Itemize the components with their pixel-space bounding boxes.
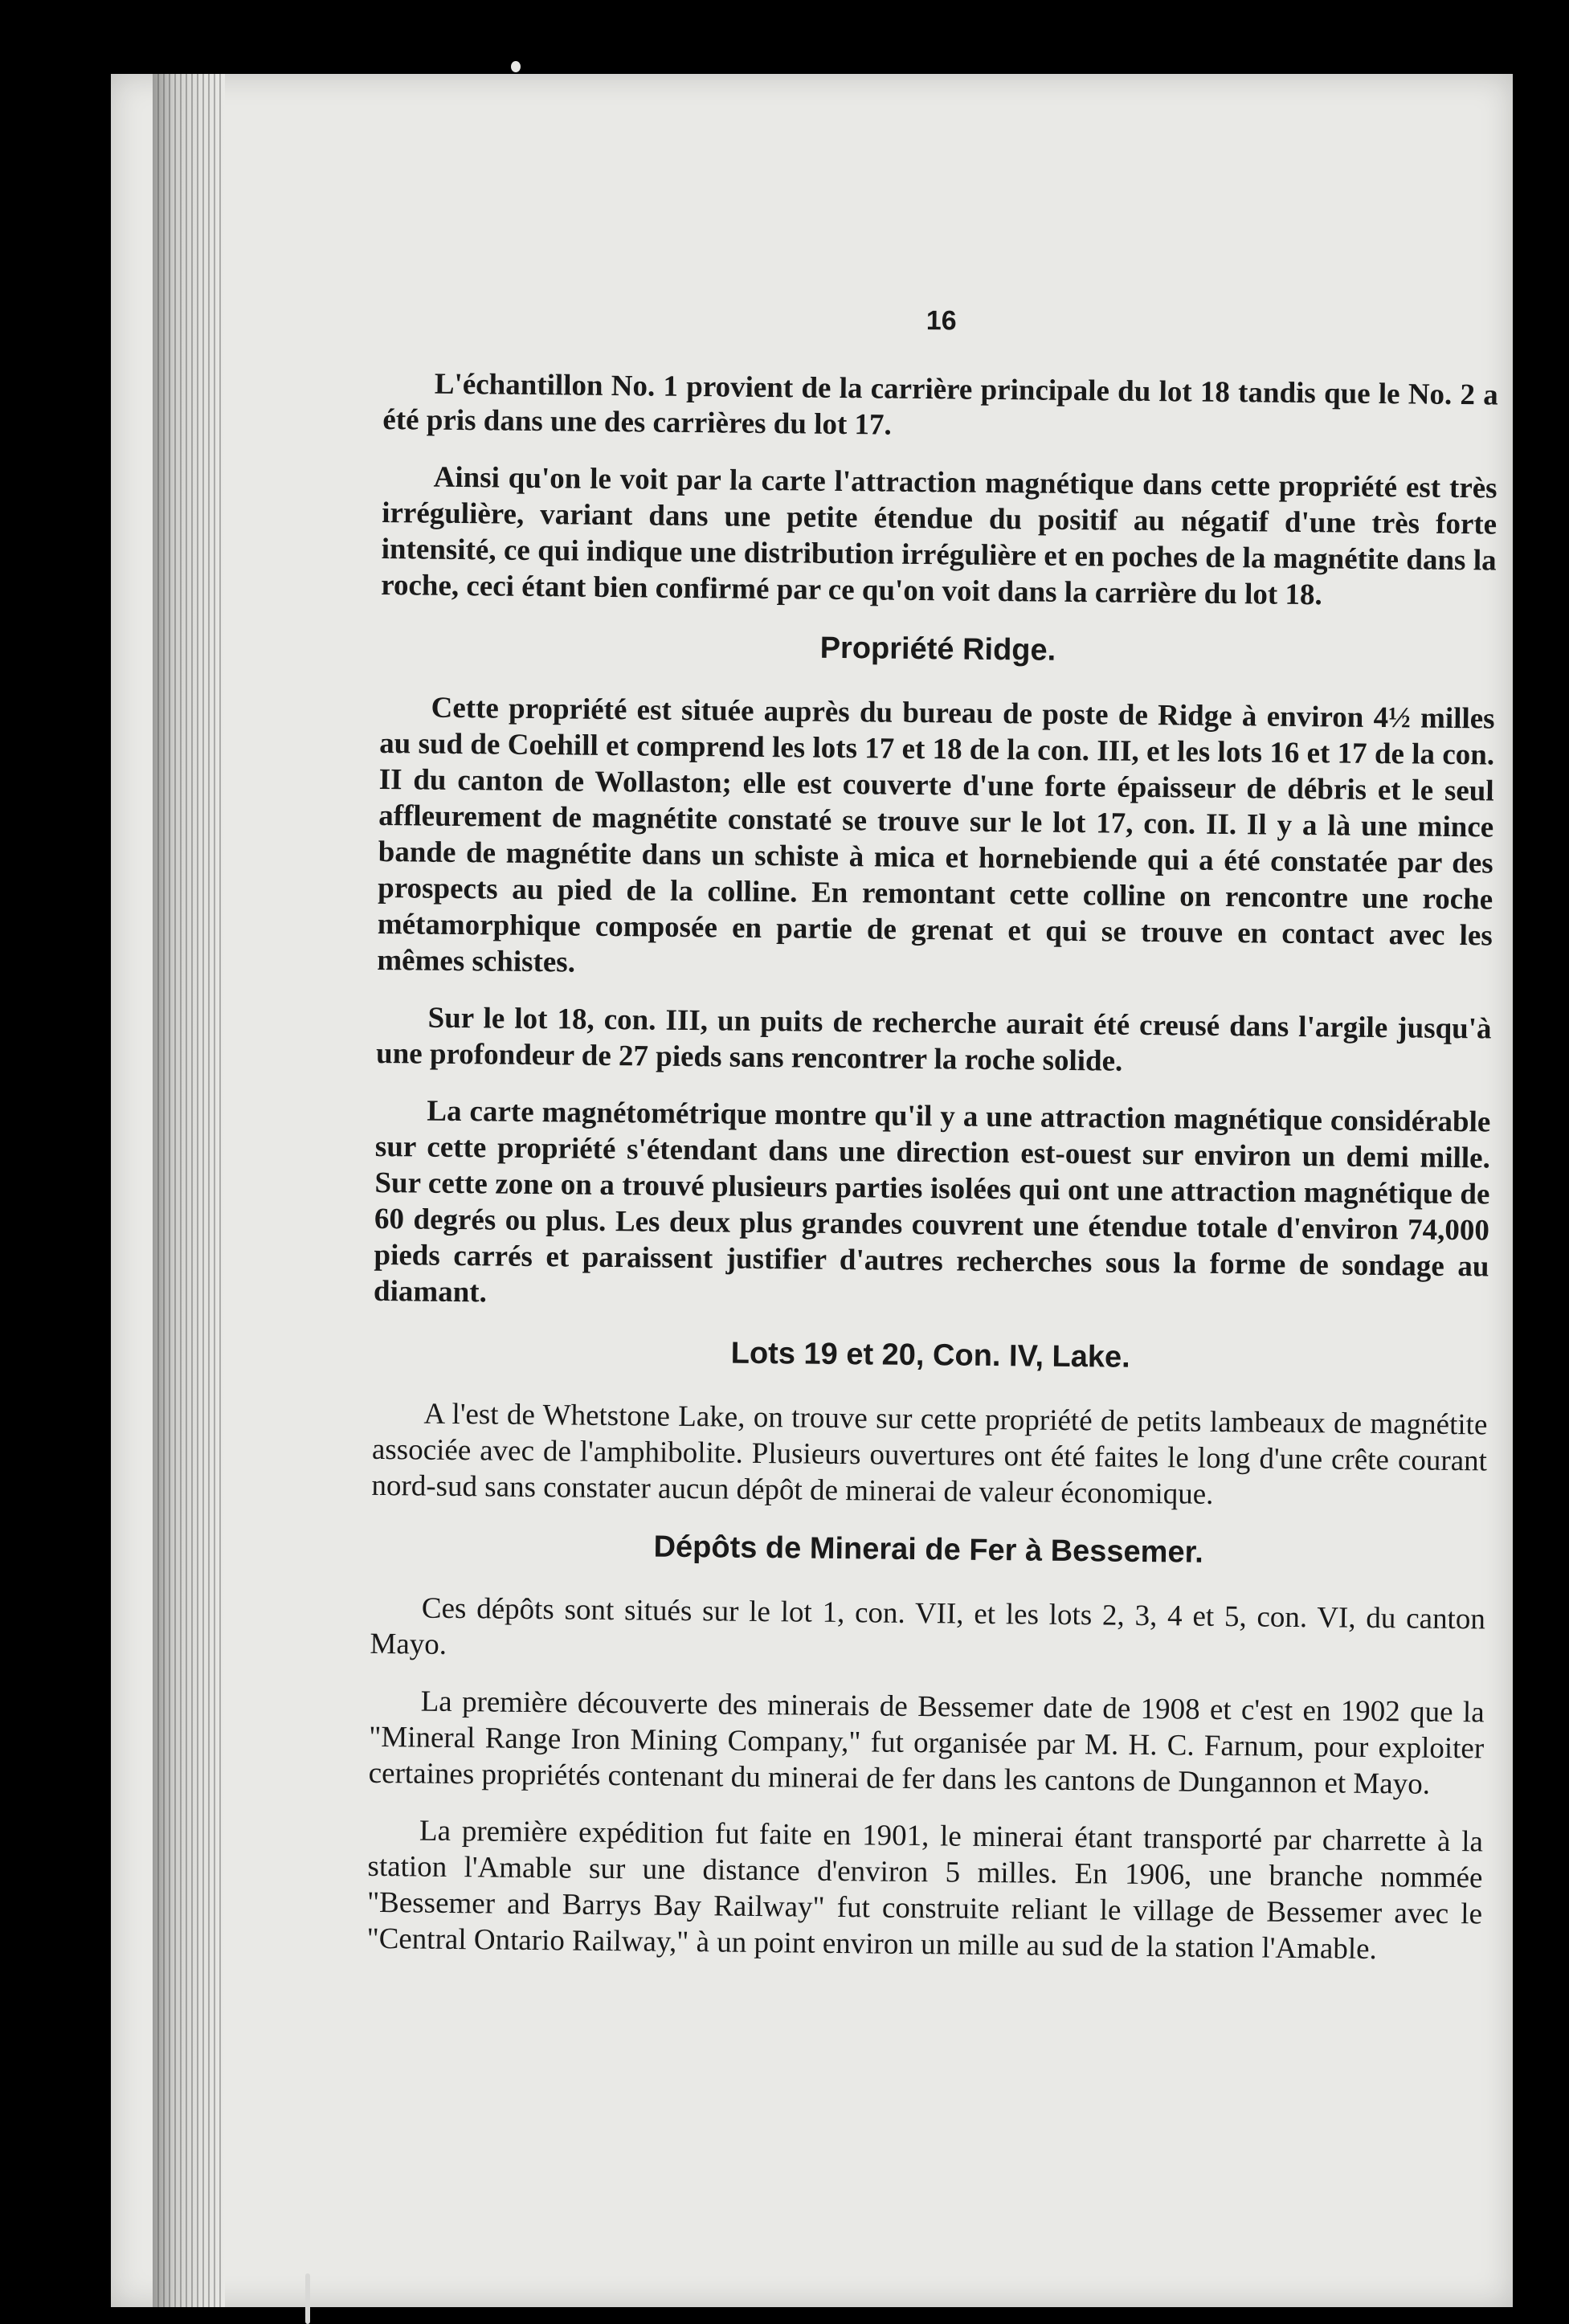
heading-bessemer: Dépôts de Minerai de Fer à Bessemer.: [653, 1530, 1204, 1570]
heading-lake: Lots 19 et 20, Con. IV, Lake.: [730, 1336, 1130, 1374]
scan-mark: [305, 2273, 310, 2324]
paragraph-bessemer-discovery: La première découverte des minerais de Bessemer date de 1908 et c'est en 1902 que la "Mineral Range Iron Mining Company," fut organisée par M. H. C. Farnum, pour exploiter certaines propriétés contenant du minerai de fer dans les cantons de Dungannon et Mayo.: [368, 1685, 1485, 1801]
paragraph-magnetic-attraction: Ainsi qu'on le voit par la carte l'attraction magnétique dans cette propriété est très irrégulière, variant dans une petite étendue du positif au négatif d'une très forte intensité, ce qui indique une distribution irrégulière et en poches de la magnétite dans la roche, ceci étant bien confirmé par ce qu'on voit dans la carrière du lot 18.: [381, 460, 1497, 612]
page-edge-lines: [157, 74, 222, 2307]
page-number: 16: [925, 305, 957, 337]
paragraph-ridge-location: Cette propriété est située auprès du bureau de poste de Ridge à environ 4½ milles au sud de Coehill et comprend les lots 17 et 18 de la con. III, et les lots 16 et 17 de la con. II du canton de Wollaston; elle est couverte d'une forte épaisseur de débris et le seul affleurement de magnétite constaté se trouve sur le lot 17, con. II. Il y a là une mince bande de magnétite dans un schiste à mica et hornebiende qui a été constatée par des prospects au pied de la colline. En remontant cette colline on rencontre une roche métamorphique composée en partie de grenat et qui se trouve en contact avec les mêmes schistes.: [377, 691, 1495, 979]
heading-ridge: Propriété Ridge.: [819, 631, 1056, 668]
paragraph-bessemer-expedition: La première expédition fut faite en 1901, le minerai étant transporté par charrette à la station l'Amable sur une distance d'environ 5 milles. En 1906, une branche nommée "Bessemer and Barrys Bay Railway" fut construite reliant le village de Bessemer avec le "Central Ontario Railway," à un point environ un mille au sud de la station l'Amable.: [366, 1814, 1484, 1967]
scan-speck: [511, 61, 521, 72]
paragraph-sample-origin: L'échantillon No. 1 provient de la carrière principale du lot 18 tandis que le No. 2 a été pris dans une des carrières du lot 17.: [382, 367, 1499, 442]
paragraph-ridge-magnetometric: La carte magnétométrique montre qu'il y a une attraction magnétique considérable sur cette propriété s'étendant dans une direction est-ouest sur environ un demi mille. Sur cette zone on a trouvé plusieurs parties isolées qui ont une attraction magnétique de 60 degrés ou plus. Les deux plus grandes couvrent une étendue totale d'environ 74,000 pieds carrés et paraissent justifier d'autres recherches sous la forme de sondage au diamant.: [373, 1094, 1491, 1309]
page-content: [366, 297, 1499, 1989]
paragraph-lake: A l'est de Whetstone Lake, on trouve sur cette propriété de petits lambeaux de magnétite associée avec de l'amphibolite. Plusieurs ouvertures ont été faites le long d'une crête courant nord-sud sans constater aucun dépôt de minerai de valeur économique.: [371, 1397, 1488, 1511]
paragraph-ridge-shaft: Sur le lot 18, con. III, un puits de recherche aurait été creusé dans l'argile jusqu'à une profondeur de 27 pieds sans rencontrer la roche solide.: [375, 1001, 1492, 1078]
paragraph-bessemer-location: Ces dépôts sont situés sur le lot 1, con. VII, et les lots 2, 3, 4 et 5, con. VI, du canton Mayo.: [370, 1591, 1486, 1661]
